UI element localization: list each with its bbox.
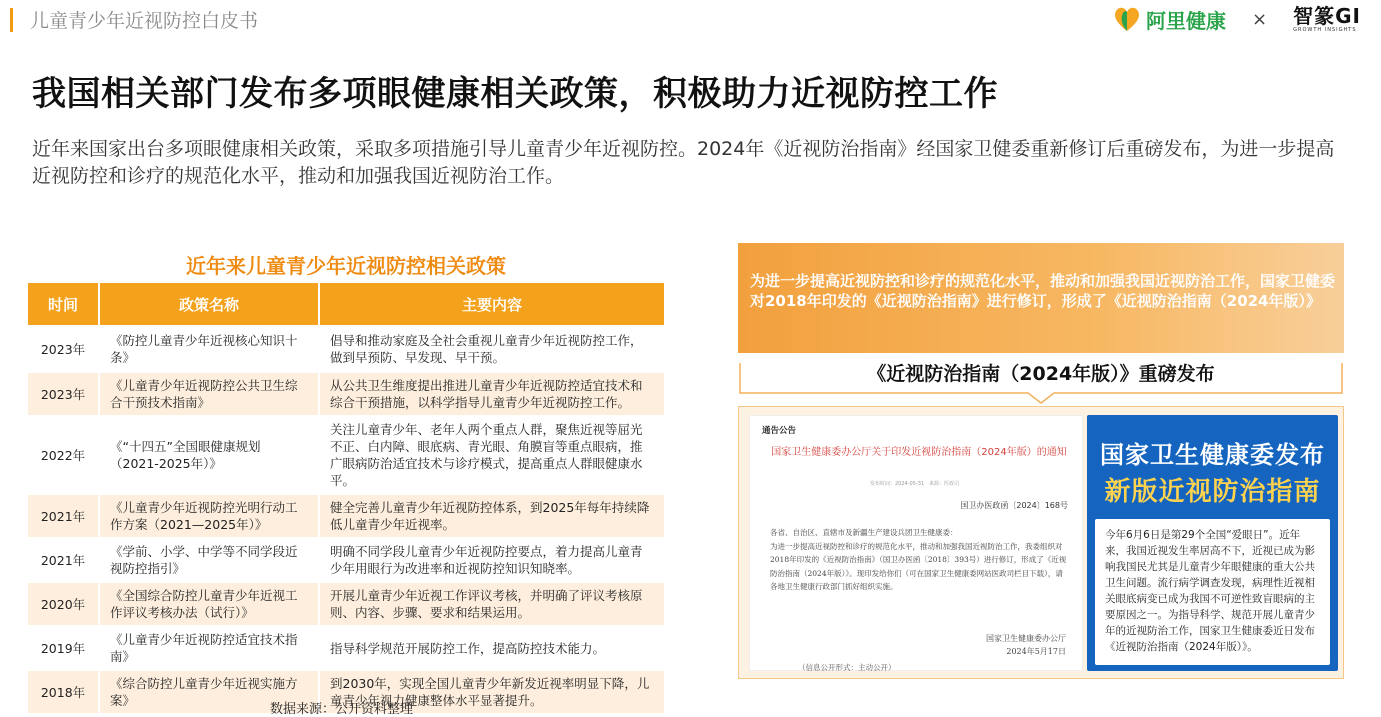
row-policy-name: 《学前、小学、中学等不同学段近视防控指引》 [100, 537, 320, 581]
table-row [28, 371, 664, 415]
row-year: 2021年 [28, 537, 100, 581]
policy-table-title: 近年来儿童青少年近视防控相关政策 [186, 254, 506, 278]
row-policy-name: 《“十四五”全国眼健康规划（2021-2025年）》 [100, 415, 320, 493]
row-content: 指导科学规范开展防控工作，提高防控技术能力。 [320, 625, 664, 669]
card-body: 今年6月6日是第29个全国“爱眼日”。近年来，我国近视发生率居高不下，近视已成为影响我国民尤其是儿童青少年眼健康的重大公共卫生问题。流行病学调查发现，病理性近视相关眼底病变已成为我国不可逆性致盲眼病的主要原因之一。为指导科学、规范开展儿童青少年的近视防治工作，国家卫生健康委近日发布《近视防治指南（2024年版）》。 [1095, 519, 1330, 665]
table-row [28, 493, 664, 537]
banner-text: 为进一步提高近视防控和诊疗的规范化水平，推动和加强我国近视防治工作，国家卫健委对2018年印发的《近视防治指南》进行修订，形成了《近视防治指南（2024年版）》 [750, 272, 1336, 310]
heart-leaf-icon [1112, 5, 1142, 33]
partner-separator: × [1252, 8, 1268, 30]
policy-table [28, 283, 664, 713]
alihealth-name: 阿里健康 [1146, 8, 1227, 33]
guideline-banner [738, 243, 1344, 353]
row-content: 明确不同学段儿童青少年近视防控要点，着力提高儿童青少年用眼行为改进率和近视防控知识知晓率。 [320, 537, 664, 581]
row-year: 2019年 [28, 625, 100, 669]
alihealth-logo [1112, 5, 1226, 34]
table-row [28, 625, 664, 669]
row-content: 到2030年，实现全国儿童青少年新发近视率明显下降，儿童青少年视力健康整体水平显著提升。 [320, 669, 664, 713]
notice-body: 各省、自治区、直辖市及新疆生产建设兵团卫生健康委： 为进一步提高近视防控和诊疗的规范化水平，推动和加强我国近视防治工作，我委组织对2018年印发的《近视防治指南》（国卫办医函〔2018〕393号）进行修订，形成了《近视防治指南（2024年版）》。现印发给你们（可在国家卫生健康委网站医政司栏目下载），请各地卫生健康行政部门抓好组织实施。 [770, 528, 1067, 591]
row-year: 2018年 [28, 669, 100, 713]
document-title: 儿童青少年近视防控白皮书 [30, 10, 259, 32]
release-frame [738, 353, 1344, 405]
title-accent-bar [10, 8, 13, 32]
row-policy-name: 《儿童青少年近视防控公共卫生综合干预技术指南》 [100, 371, 320, 415]
table-row [28, 415, 664, 493]
notice-title: 国家卫生健康委办公厅关于印发近视防治指南（2024年版）的通知 [771, 447, 1067, 458]
notice-doc-number: 国卫办医政函〔2024〕168号 [960, 501, 1068, 510]
table-header-row [28, 283, 664, 325]
zhicuan-tagline: GROWTH INSIGHTS [1293, 26, 1357, 33]
partner-logos [1112, 4, 1361, 34]
table-row [28, 537, 664, 581]
release-title: 《近视防治指南（2024年版）》重磅发布 [867, 363, 1215, 385]
announcement-panel [738, 406, 1344, 679]
row-content: 关注儿童青少年、老年人两个重点人群，聚焦近视等屈光不正、白内障、眼底病、青光眼、角膜盲等重点眼病，推广眼病防治适宜技术与诊疗模式，提高重点人群眼健康水平。 [320, 415, 664, 493]
col-header-content: 主要内容 [320, 283, 664, 325]
notice-open-form: （信息公开形式：主动公开） [798, 663, 896, 672]
row-content: 倡导和推动家庭及全社会重视儿童青少年近视防控工作，做到早预防、早发现、早干预。 [320, 325, 664, 371]
row-year: 2023年 [28, 371, 100, 415]
notice-date: 发布时间：2024-05-31 来源：医政司 [870, 481, 960, 487]
row-year: 2022年 [28, 415, 100, 493]
notice-tag: 通告公告 [762, 426, 797, 436]
card-title-line1: 国家卫生健康委发布 [1100, 441, 1325, 469]
row-year: 2020年 [28, 581, 100, 625]
notice-document [749, 415, 1083, 671]
row-policy-name: 《儿童青少年近视防控光明行动工作方案（2021—2025年）》 [100, 493, 320, 537]
card-title-line2: 新版近视防治指南 [1104, 477, 1321, 507]
notice-sign-date: 2024年5月17日 [1006, 647, 1066, 656]
col-header-time: 时间 [28, 283, 100, 325]
row-content: 健全完善儿童青少年近视防控体系，到2025年每年持续降低儿童青少年近视率。 [320, 493, 664, 537]
data-source-note: 数据来源：公开资料整理 [270, 702, 414, 717]
row-policy-name: 《儿童青少年近视防控适宜技术指南》 [100, 625, 320, 669]
intro-paragraph: 近年来国家出台多项眼健康相关政策，采取多项措施引导儿童青少年近视防控。2024年《近视防治指南》经国家卫健委重新修订后重磅发布，为进一步提高近视防控和诊疗的规范化水平，推动和加强我国近视防治工作。 [32, 138, 1335, 187]
zhicuan-logo [1293, 3, 1361, 33]
page-headline: 我国相关部门发布多项眼健康相关政策，积极助力近视防控工作 [32, 74, 998, 114]
row-policy-name: 《综合防控儿童青少年近视实施方案》 [100, 669, 320, 713]
row-content: 从公共卫生维度提出推进儿童青少年近视防控适宜技术和综合干预措施，以科学指导儿童青少年近视防控工作。 [320, 371, 664, 415]
zhicuan-name: 智篆GI [1293, 3, 1361, 28]
row-content: 开展儿童青少年近视工作评议考核，并明确了评议考核原则、内容、步骤、要求和结果运用。 [320, 581, 664, 625]
notice-signer: 国家卫生健康委办公厅 [986, 634, 1066, 643]
top-bar [0, 0, 1381, 40]
row-policy-name: 《防控儿童青少年近视核心知识十条》 [100, 325, 320, 371]
row-year: 2021年 [28, 493, 100, 537]
row-policy-name: 《全国综合防控儿童青少年近视工作评议考核办法（试行）》 [100, 581, 320, 625]
col-header-policy: 政策名称 [100, 283, 320, 325]
release-card [1087, 415, 1338, 671]
table-row [28, 325, 664, 371]
notice-signature [986, 632, 1066, 658]
table-row [28, 581, 664, 625]
row-year: 2023年 [28, 325, 100, 371]
